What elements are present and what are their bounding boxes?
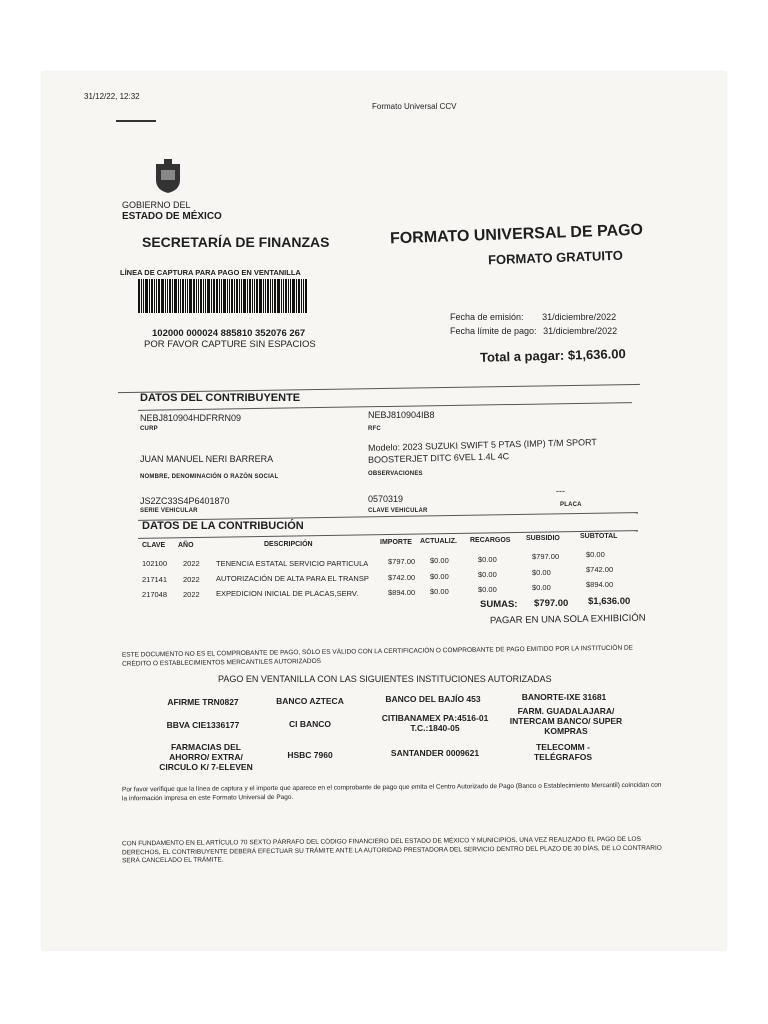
barcode-bar <box>138 279 140 313</box>
sumas-subsidio: $797.00 <box>534 598 569 609</box>
institution-item: AFIRME TRN0827 <box>167 697 239 707</box>
sumas-label: SUMAS: <box>480 599 518 610</box>
curp-label: CURP <box>140 426 158 432</box>
barcode-bar <box>234 279 235 313</box>
document-sheet <box>42 72 726 950</box>
observations-line-2: BOOSTERJET DITC 6VEL 1.4L 4C <box>367 451 510 465</box>
barcode-bar <box>156 279 157 313</box>
barcode-bar <box>305 279 307 313</box>
barcode-bar <box>223 279 226 313</box>
emission-date <box>450 312 616 322</box>
sumas-subtotal: $1,636.00 <box>588 596 631 607</box>
cell-subtotal: $742.00 <box>586 565 614 574</box>
total-value: $1,636.00 <box>567 346 626 363</box>
cell-recargos: $0.00 <box>478 585 497 594</box>
cell-year: 2022 <box>183 559 200 568</box>
barcode-bar <box>172 279 173 313</box>
verify-note: Por favor verifique que la línea de captura y el importe que aparece en el comprobante de pago que emita el Centro Autorizado de Pago (Banco o Establecimiento Mercantil) coincidan con la información impresa en este Formato Universal de Pago. <box>121 781 662 802</box>
barcode-bar <box>149 279 150 313</box>
total-to-pay <box>480 346 626 365</box>
cell-subsidio: $0.00 <box>532 568 551 577</box>
col-header: SUBSIDIO <box>526 535 560 542</box>
observations-line-1: Modelo: 2023 SUZUKI SWIFT 5 PTAS (IMP) T/M SPORT <box>367 437 597 453</box>
barcode-bar <box>178 279 179 313</box>
barcode-bar <box>141 279 142 313</box>
curp-value: NEBJ810904HDFRRN09 <box>140 413 242 423</box>
institution-item: BANCO AZTECA <box>276 696 344 706</box>
capture-instruction: POR FAVOR CAPTURE SIN ESPACIOS <box>144 339 316 350</box>
cell-year: 2022 <box>183 590 200 599</box>
legal-note: CON FUNDAMENTO EN EL ARTÍCULO 70 SEXTO PÁRRAFO DEL CÓDIGO FINANCIERO DEL ESTADO DE MÉXICO Y MUNICIPIOS, UNA VEZ REALIZADO EL PAGO DE LOS DERECHOS, EL CONTRIBUYENTE DEBERÁ EFECTUAR SU TRÁMITE ANTE LA AUTORIDAD PRESTADORA DEL SERVICIO DENTRO DEL PLAZO DE 30 DÍAS, DE LO CONTRARIO SERÁ CANCELADO EL TRÁMITE. <box>121 835 662 865</box>
barcode-bar <box>167 279 168 313</box>
clave-vehicular-value: 0570319 <box>368 494 404 504</box>
barcode-bar <box>247 279 248 313</box>
emission-date-label: Fecha de emisión: <box>450 312 524 322</box>
barcode-bar <box>288 279 289 313</box>
barcode-bar <box>158 279 160 313</box>
cell-description: AUTORIZACIÓN DE ALTA PARA EL TRANSP <box>216 574 369 583</box>
institution-item: BBVA CIE1336177 <box>166 720 240 730</box>
barcode-bar <box>180 279 181 313</box>
observations-label: OBSERVACIONES <box>368 471 423 477</box>
barcode-bar <box>265 279 266 313</box>
cell-actualiz: $0.00 <box>430 572 449 581</box>
barcode-bar <box>296 279 297 313</box>
barcode-bar <box>254 279 255 313</box>
barcode-bar <box>161 279 164 313</box>
barcode-bar <box>277 279 280 313</box>
limit-date-value: 31/diciembre/2022 <box>543 326 618 336</box>
institution-item: CI BANCO <box>288 719 332 729</box>
barcode-bar <box>272 279 273 313</box>
institution-item: BANORTE-IXE 31681 <box>521 692 607 702</box>
barcode-bar <box>259 279 262 313</box>
cell-subtotal: $894.00 <box>586 580 614 589</box>
page-title: FORMATO UNIVERSAL DE PAGO <box>389 221 644 248</box>
barcode-bar <box>216 279 218 313</box>
barcode-bar <box>196 279 197 313</box>
col-header: AÑO <box>178 542 194 549</box>
barcode-bar <box>298 279 300 313</box>
barcode-bar <box>303 279 304 313</box>
barcode-bar <box>219 279 220 313</box>
institutions-title: PAGO EN VENTANILLA CON LAS SIGUIENTES INSTITUCIONES AUTORIZADAS <box>218 674 552 684</box>
cell-subsidio: $797.00 <box>532 552 560 561</box>
col-header: RECARGOS <box>470 537 511 544</box>
cell-subsidio: $0.00 <box>532 583 551 592</box>
barcode-bar <box>213 279 215 313</box>
institution-item: TELECOMM - TELÉGRAFOS <box>533 742 593 762</box>
cell-actualiz: $0.00 <box>430 556 449 565</box>
col-header: ACTUALIZ. <box>420 538 457 545</box>
cell-actualiz: $0.00 <box>430 587 449 596</box>
pen-mark <box>116 120 156 122</box>
secretaria-title: SECRETARÍA DE FINANZAS <box>142 234 330 250</box>
barcode-bar <box>267 279 269 313</box>
name-value: JUAN MANUEL NERI BARRERA <box>140 454 274 464</box>
logo-line-1: GOBIERNO DEL <box>122 200 191 210</box>
clave-vehicular-label: CLAVE VEHICULAR <box>368 508 428 514</box>
cell-description: TENENCIA ESTATAL SERVICIO PARTICULA <box>216 559 369 568</box>
barcode-bar <box>151 279 153 313</box>
col-header: SUBTOTAL <box>580 533 618 540</box>
institution-item: FARM. GUADALAJARA/ INTERCAM BANCO/ SUPER KOMPRAS <box>509 706 623 736</box>
barcode-bar <box>203 279 204 313</box>
barcode-bar <box>301 279 302 313</box>
placa-value: --- <box>556 486 565 496</box>
serie-value: JS2ZC33S4P6401870 <box>140 496 230 506</box>
barcode-bar <box>143 279 144 313</box>
placa-label: PLACA <box>560 502 582 508</box>
col-header: IMPORTE <box>380 539 412 546</box>
emission-date-value: 31/diciembre/2022 <box>542 312 617 322</box>
barcode-bar <box>221 279 222 313</box>
barcode-bar <box>236 279 238 313</box>
barcode-bar <box>241 279 242 313</box>
barcode-bar <box>200 279 202 313</box>
barcode-bar <box>239 279 240 313</box>
barcode-bar <box>174 279 177 313</box>
institution-item: CITIBANAMEX PA:4516-01 T.C.:1840-05 <box>381 713 489 733</box>
barcode <box>138 279 308 313</box>
barcode-bar <box>154 279 155 313</box>
form-name: Formato Universal CCV <box>372 102 457 111</box>
cell-clave: 217048 <box>142 590 168 599</box>
barcode-bar <box>270 279 271 313</box>
institution-item: FARMACIAS DEL AHORRO/ EXTRA/ CIRCULO K/ 7-ELEVEN <box>159 742 253 772</box>
barcode-bar <box>292 279 295 313</box>
barcode-bar <box>227 279 228 313</box>
barcode-bar <box>165 279 166 313</box>
barcode-bar <box>231 279 233 313</box>
single-payment-note: PAGAR EN UNA SOLA EXHIBICIÓN <box>489 612 646 627</box>
rfc-label: RFC <box>368 426 381 432</box>
cell-importe: $894.00 <box>388 588 416 597</box>
barcode-bar <box>243 279 246 313</box>
rfc-value: NEBJ810904IB8 <box>368 410 435 420</box>
disclaimer: ESTE DOCUMENTO NO ES EL COMPROBANTE DE PAGO, SÓLO ES VÁLIDO CON LA CERTIFICACIÓN O COMPROBANTE DE PAGO EMITIDO POR LA INSTITUCIÓN DE CRÉDITO O ESTABLECIMIENTOS MERCANTILES AUTORIZADOS <box>121 644 634 668</box>
barcode-bar <box>249 279 251 313</box>
total-label: Total a pagar: <box>479 347 565 365</box>
barcode-bar <box>182 279 184 313</box>
barcode-bar <box>207 279 210 313</box>
barcode-bar <box>211 279 212 313</box>
barcode-bar <box>229 279 230 313</box>
cell-year: 2022 <box>183 575 200 584</box>
contribucion-section-title: DATOS DE LA CONTRIBUCIÓN <box>142 520 304 532</box>
barcode-bar <box>274 279 276 313</box>
serie-label: SERIE VEHICULAR <box>140 508 198 514</box>
institution-item: SANTANDER 0009621 <box>390 748 480 758</box>
cell-recargos: $0.00 <box>478 570 497 579</box>
institution-item: HSBC 7960 <box>287 750 333 760</box>
capture-number: 102000 000024 885810 352076 267 <box>152 328 306 339</box>
page-subtitle: FORMATO GRATUITO <box>487 247 624 268</box>
barcode-bar <box>290 279 291 313</box>
cell-clave: 217141 <box>142 575 168 584</box>
barcode-bar <box>205 279 206 313</box>
barcode-bar <box>185 279 186 313</box>
cell-recargos: $0.00 <box>478 555 497 564</box>
barcode-bar <box>189 279 192 313</box>
barcode-bar <box>263 279 264 313</box>
barcode-bar <box>169 279 171 313</box>
barcode-bar <box>283 279 284 313</box>
cell-importe: $742.00 <box>388 573 416 582</box>
limit-date <box>450 326 617 336</box>
cell-subtotal: $0.00 <box>586 550 605 559</box>
institution-item: BANCO DEL BAJÍO 453 <box>385 694 481 704</box>
col-header: CLAVE <box>142 542 166 549</box>
logo-line-2: ESTADO DE MÉXICO <box>122 211 222 222</box>
cell-importe: $797.00 <box>388 557 416 566</box>
barcode-bar <box>281 279 282 313</box>
cell-description: EXPEDICION INICIAL DE PLACAS,SERV. <box>216 589 359 598</box>
limit-date-label: Fecha límite de pago: <box>450 326 537 336</box>
capture-label: LÍNEA DE CAPTURA PARA PAGO EN VENTANILLA <box>120 268 301 277</box>
barcode-bar <box>285 279 287 313</box>
contribuyente-section-title: DATOS DEL CONTRIBUYENTE <box>140 392 301 404</box>
barcode-bar <box>252 279 253 313</box>
barcode-bar <box>145 279 148 313</box>
col-header: DESCRIPCIÓN <box>264 541 313 548</box>
print-timestamp: 31/12/22, 12:32 <box>84 92 140 101</box>
barcode-bar <box>187 279 188 313</box>
barcode-bar <box>256 279 258 313</box>
coat-of-arms-icon <box>152 158 184 199</box>
name-label: NOMBRE, DENOMINACIÓN O RAZÓN SOCIAL <box>140 474 279 480</box>
cell-clave: 102100 <box>142 559 168 568</box>
barcode-bar <box>198 279 199 313</box>
barcode-bar <box>193 279 195 313</box>
